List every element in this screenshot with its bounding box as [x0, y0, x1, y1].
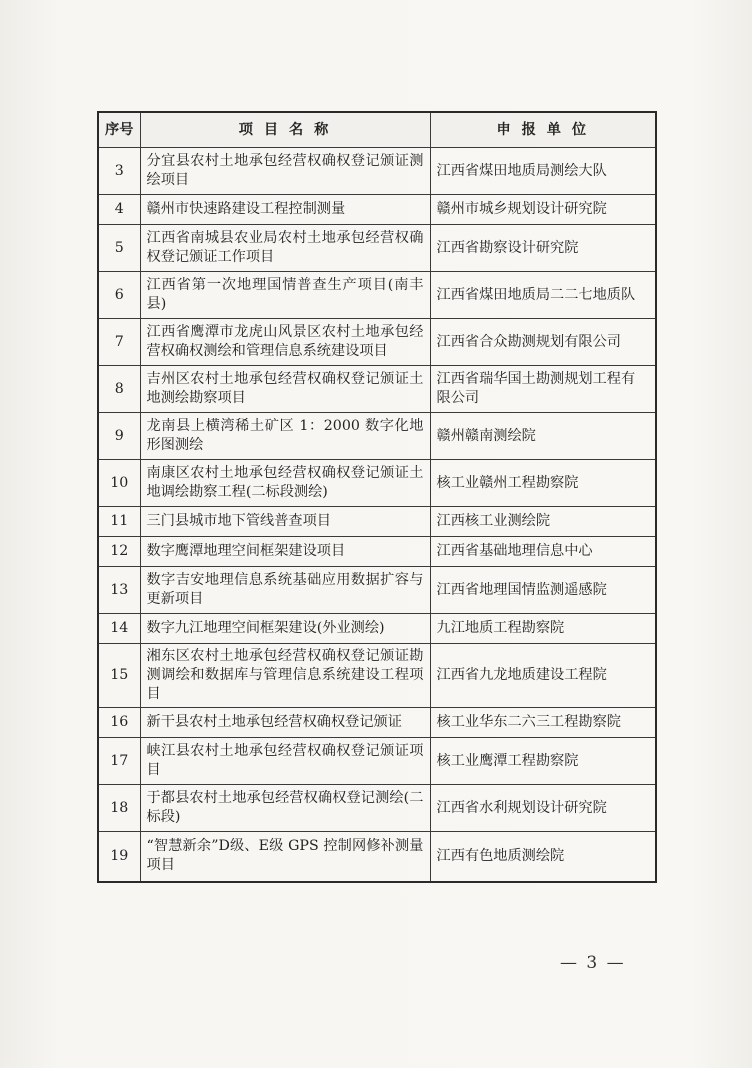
row-project-name: 赣州市快速路建设工程控制测量	[140, 195, 430, 225]
row-serial-number: 17	[98, 738, 140, 785]
row-project-name: 南康区农村土地承包经营权确权登记颁证土地调绘勘察工程(二标段测绘)	[140, 460, 430, 507]
row-applicant-unit: 九江地质工程勘察院	[430, 614, 656, 644]
page-number: — 3 —	[560, 953, 626, 973]
table-row	[98, 644, 656, 708]
table-row	[98, 413, 656, 460]
row-project-name: 峡江县农村土地承包经营权确权登记颁证项目	[140, 738, 430, 785]
row-project-name: 分宜县农村土地承包经营权确权登记颁证测绘项目	[140, 148, 430, 195]
row-serial-number: 11	[98, 507, 140, 537]
row-serial-number: 6	[98, 272, 140, 319]
row-serial-number: 13	[98, 567, 140, 614]
row-applicant-unit: 核工业华东二六三工程勘察院	[430, 708, 656, 738]
row-project-name: 新干县农村土地承包经营权确权登记颁证	[140, 708, 430, 738]
row-project-name: 数字九江地理空间框架建设(外业测绘)	[140, 614, 430, 644]
row-applicant-unit: 江西省勘察设计研究院	[430, 225, 656, 272]
row-applicant-unit: 江西省水利规划设计研究院	[430, 785, 656, 832]
row-applicant-unit: 江西省煤田地质局二二七地质队	[430, 272, 656, 319]
row-project-name: “智慧新余”D级、E级 GPS 控制网修补测量项目	[140, 832, 430, 882]
row-project-name: 于都县农村土地承包经营权确权登记测绘(二标段)	[140, 785, 430, 832]
row-applicant-unit: 江西省煤田地质局测绘大队	[430, 148, 656, 195]
row-serial-number: 7	[98, 319, 140, 366]
table-row	[98, 272, 656, 319]
row-serial-number: 18	[98, 785, 140, 832]
table-row	[98, 460, 656, 507]
table-row	[98, 319, 656, 366]
table-row	[98, 567, 656, 614]
header-project-name: 项 目 名 称	[140, 112, 430, 148]
row-applicant-unit: 江西省合众勘测规划有限公司	[430, 319, 656, 366]
row-applicant-unit: 江西省瑞华国土勘测规划工程有限公司	[430, 366, 656, 413]
header-serial-number: 序号	[98, 112, 140, 148]
row-project-name: 江西省南城县农业局农村土地承包经营权确权登记颁证工作项目	[140, 225, 430, 272]
table-row	[98, 366, 656, 413]
header-applicant-unit: 申 报 单 位	[430, 112, 656, 148]
row-serial-number: 3	[98, 148, 140, 195]
row-applicant-unit: 核工业鹰潭工程勘察院	[430, 738, 656, 785]
row-project-name: 龙南县上横湾稀土矿区 1：2000 数字化地形图测绘	[140, 413, 430, 460]
table-row	[98, 225, 656, 272]
row-project-name: 江西省第一次地理国情普查生产项目(南丰县)	[140, 272, 430, 319]
row-project-name: 数字吉安地理信息系统基础应用数据扩容与更新项目	[140, 567, 430, 614]
row-serial-number: 10	[98, 460, 140, 507]
row-project-name: 吉州区农村土地承包经营权确权登记颁证土地测绘勘察项目	[140, 366, 430, 413]
row-applicant-unit: 赣州市城乡规划设计研究院	[430, 195, 656, 225]
row-project-name: 三门县城市地下管线普查项目	[140, 507, 430, 537]
row-applicant-unit: 江西省基础地理信息中心	[430, 537, 656, 567]
project-table	[97, 111, 657, 883]
row-serial-number: 4	[98, 195, 140, 225]
table-row	[98, 148, 656, 195]
row-applicant-unit: 江西有色地质测绘院	[430, 832, 656, 882]
row-project-name: 江西省鹰潭市龙虎山风景区农村土地承包经营权确权测绘和管理信息系统建设项目	[140, 319, 430, 366]
row-applicant-unit: 赣州赣南测绘院	[430, 413, 656, 460]
table-row	[98, 614, 656, 644]
row-project-name: 数字鹰潭地理空间框架建设项目	[140, 537, 430, 567]
row-applicant-unit: 江西省地理国情监测遥感院	[430, 567, 656, 614]
row-applicant-unit: 核工业赣州工程勘察院	[430, 460, 656, 507]
table-row	[98, 832, 656, 882]
table-row	[98, 537, 656, 567]
row-serial-number: 14	[98, 614, 140, 644]
row-applicant-unit: 江西核工业测绘院	[430, 507, 656, 537]
row-serial-number: 8	[98, 366, 140, 413]
row-serial-number: 5	[98, 225, 140, 272]
row-serial-number: 12	[98, 537, 140, 567]
row-serial-number: 9	[98, 413, 140, 460]
row-serial-number: 16	[98, 708, 140, 738]
row-serial-number: 15	[98, 644, 140, 708]
row-serial-number: 19	[98, 832, 140, 882]
table-header-row	[98, 112, 656, 148]
row-applicant-unit: 江西省九龙地质建设工程院	[430, 644, 656, 708]
table-row	[98, 708, 656, 738]
table-row	[98, 507, 656, 537]
table-row	[98, 195, 656, 225]
table-row	[98, 738, 656, 785]
table-row	[98, 785, 656, 832]
row-project-name: 湘东区农村土地承包经营权确权登记颁证勘测调绘和数据库与管理信息系统建设工程项目	[140, 644, 430, 708]
